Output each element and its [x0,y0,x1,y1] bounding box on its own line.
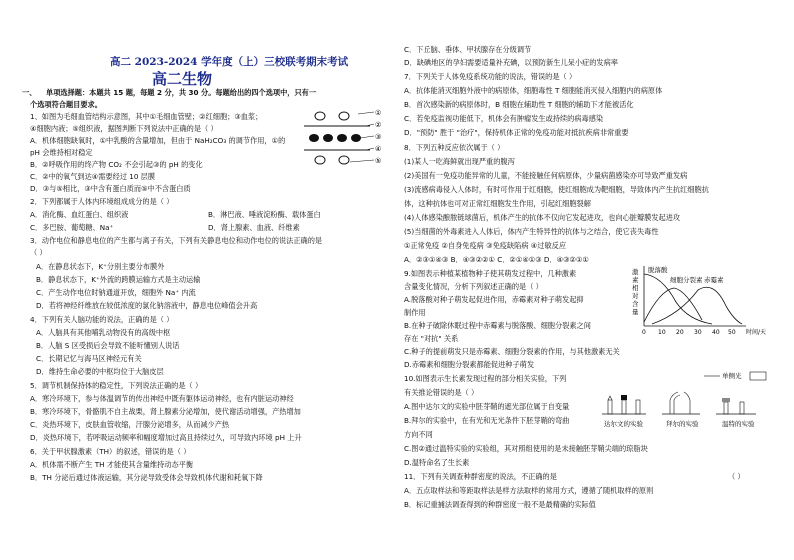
q1-option-a-2: pH 会维持相对稳定 [30,148,93,157]
q3-option-a: A．在静息状态下，K⁺分别主要分布膜外 [36,262,165,271]
q4-option-d: D．维持生命必要的中枢均位于大脑皮层 [36,367,164,376]
q7-option-b: B．首次感染新的病原体时，B 细胞在辅助性 T 细胞的辅助下才能被活化 [404,100,634,109]
q9-option-a-2: 制作用 [404,308,426,317]
q7-option-c: C．若免疫监视功能低下，机体会有肿瘤发生或持续的病毒感染 [404,114,604,123]
q8-case-3: (3)流感病毒侵入人体时，有时可作用于红细胞，使红细胞成为靶细胞，导致体内产生抗红细胞抗 [404,185,709,194]
exam-title: 高二 2023-2024 学年度（上）三校联考期末考试 [110,56,349,68]
q3-stem-2: （ ） [30,248,47,257]
q5-option-c: C．炎热环境下，皮肤血管收缩，汗腺分泌增多，从而减少产热 [30,420,230,429]
q3-option-c: C．产生动作电位时钠通道开放，细胞外 Na⁺ 内流 [36,288,196,297]
q4-option-a: A．人脑具有其他哺乳动物没有的高级中枢 [36,328,171,337]
q11-option-a: A．五点取样法和等距取样法是样方法取样的常用方式，遵循了随机取样的原则 [404,486,654,495]
q3-stem: 3．动作电位和静息电位的产生都与离子有关，下列有关静息电位和动作电位的说法正确的是 [30,236,323,245]
x-tick: 30 [694,329,702,336]
q1-option-a: A．机体细胞缺氧时，①中乳酸的含量增加，但由于 NaH₂CO₃ 的调节作用，①的 [30,136,286,145]
x-tick: 50 [728,329,736,336]
curve-label-cytokinin: 细胞分裂素 [670,276,703,284]
caption-went: 温特的实验 [722,420,755,428]
y-label-char: 相 [632,284,639,292]
q5-option-a: A．寒冷环境下，参与体温调节的传出神经中既有躯体运动神经，也有内脏运动神经 [30,394,294,403]
x-tick: 40 [712,329,720,336]
section-title-2: 个选项符合题目要求。 [30,100,102,109]
q5-option-d: D．炎热环境下，若呼吸运动频率和幅度增加过高且持续过久，可导致内环境 pH 上升 [30,433,302,442]
q3-option-d: D．若将神经纤维放在较低浓度的氯化钠溶液中，静息电位峰值会升高 [36,301,258,310]
q8-case-5: (5)当细菌的外毒素进入人体后，体内产生特异性的抗体与之结合，使它丧失毒性 [404,227,659,236]
section-label: 一、 [22,88,37,97]
q1-stem-2: ④细胞内液；⑤组织液，据图判断下列说法中正确的是（ ） [30,124,218,133]
x-tick: 0 [642,329,646,336]
y-label-char: 对 [632,292,639,300]
cytokinin-curve [644,288,702,322]
y-label-char: 素 [632,276,639,284]
q5-option-b: B．寒冷环境下，骨骼肌不自主战栗，肾上腺素分泌增加，使代谢活动增强，产热增加 [30,407,301,416]
q8-case-2: (2)美国有一免疫功能异常的儿童，不能接触任何病原体，少量病菌感染亦可导致严重发病 [404,171,688,180]
gibberellin-curve [652,287,742,324]
q6-option-a: A．机体需不断产生 TH 才能使其含量维持动态平衡 [30,460,194,469]
q10-option-b: B.拜尔的实验中，在有光和无光条件下胚芽鞘的弯曲 [404,416,570,425]
q9-option-c: C.种子的提前萌发只是赤霉素、细胞分裂素的作用，与其他激素无关 [404,347,620,356]
y-label-char: 量 [632,308,639,316]
q2-option-a: A．消化酶、血红蛋白、组织液 [30,210,129,219]
q1-option-c: C．②中的氧气到达④需要经过 10 层膜 [30,172,156,181]
q8-case-4: (4)人体感染酿脓链球菌后，机体产生的抗体不仅向它发起进攻，也向心脏瓣膜发起进攻 [404,213,681,222]
q1-stem: 1、如图为毛细血管结构示意图，其中①毛细血管壁；②红细胞；③血浆； [30,112,263,121]
q7-stem: 7．下列关于人体免疫系统功能的说法，错误的是（ ） [404,72,577,81]
x-tick: 20 [676,329,684,336]
x-axis-label: 时间/天 [746,329,767,336]
q9-option-d: D.赤霉素和细胞分裂素都能促进种子萌发 [404,360,535,369]
q9-option-b: B.在种子破除休眠过程中赤霉素与脱落酸、细胞分裂素之间 [404,321,591,330]
q8-options: A．②③①④③ B．④③②②① C．②①④①③ D．④③②①① [404,255,589,264]
q8-stem: 8．下列五种反应依次属于（ ） [404,143,505,152]
fig1-label: ⑤ [375,157,382,165]
caption-boysen: 拜尔的实验 [666,420,699,428]
q9-stem-2: 含量变化情况，分析下列叙述正确的是（ ） [404,282,543,291]
fig1-label: ① [375,109,382,117]
caption-darwin: 达尔文的实验 [604,420,643,428]
q3-option-b: B．静息状态下，K⁺外流的跨膜运输方式是主动运输 [36,275,201,284]
q1-option-b: B．②呼吸作用的终产物 CO₂ 不会引起③的 pH 的变化 [30,160,203,169]
q9-stem: 9.如图表示种植某植物种子使其萌发过程中，几种激素 [404,269,577,278]
fig1-label: ④ [375,145,382,153]
subject-title: 高二生物 [152,70,213,88]
q11-paren: （ ） [728,472,745,481]
q4-stem: 4．下列有关人脑功能的说法，正确的是（ ） [30,315,174,324]
q10-stem: 10.如图表示生长素发现过程的部分相关实验，下列 [404,374,567,383]
q2-option-c: C．多巴胺、葡萄糖、Na⁺ [30,223,114,232]
q10-option-c: C.图②通过温特实验的实验组，其对照组使用的是未接触胚芽鞘尖端的琼脂块 [404,444,648,453]
q2-option-b: B．淋巴液、唾液淀粉酶、载体蛋白 [208,210,321,219]
curve-label-abscisic: 脱落酸 [648,266,668,274]
q10-option-b-2: 方向不同 [404,430,433,439]
q7-option-a: A．抗体能消灭细胞外液中的病原体，细胞毒性 T 细胞能消灭侵入细胞内的病原体 [404,86,663,95]
light-label: 单侧光 [722,372,742,380]
q5-stem: 5．调节机制保持体的稳定性，下列说法正确的是（ ） [30,381,203,390]
q8-key: ①正常免疫 ②自身免疫病 ③免疫缺陷病 ④过敏反应 [404,241,567,250]
q6-option-c: C．下丘脑、垂体、甲状腺存在分级调节 [404,45,532,54]
q10-option-d: D.温特命名了生长素 [404,458,470,467]
q11-option-b: B．标记重捕法调查得到的种群密度一般不是最精确的实际值 [404,500,596,509]
q10-option-a: A.图中达尔文的实验中胚芽鞘的遮光部位属于自变量 [404,402,570,411]
capillary-diagram [300,108,386,170]
q6-option-b: B．TH 分泌后通过体液运输，其分泌导致受体会导致机体代谢和耗氧下降 [30,473,263,482]
section-title: 单项选择题：本题共 15 题，每题 2 分，共 30 分。每题给出的四个选项中，只有一 [46,88,317,97]
curve-label-gibberellin: 赤霉素 [704,276,724,284]
q4-option-c: C．长期记忆与海马区神经元有关 [36,354,142,363]
auxin-experiments [600,370,772,442]
fig1-label: ③ [375,133,382,141]
hormone-chart [622,262,782,342]
q1-option-d: D．③与⑤相比，③中含有蛋白质而⑤中不含蛋白质 [30,184,191,193]
fig1-label: ② [375,121,382,129]
q2-option-d: D．肾上腺素、血液、纤维素 [208,223,300,232]
q8-case-1: (1)某人一吃海鲜就出现严重的腹泻 [404,157,515,166]
q9-option-a: A.脱落酸对种子萌发起促进作用，赤霉素对种子萌发起抑 [404,295,584,304]
q6-stem: 6．关于甲状腺激素（TH）的叙述，错误的是（ ） [30,447,191,456]
q6-option-d: D．缺碘地区的孕妇需要适量补充碘，以预防新生儿呆小症的发病率 [404,58,618,67]
q11-stem: 11．下列有关调查种群密度的说法，不正确的是 [404,472,557,481]
y-label-char: 含 [632,300,639,308]
q7-option-d: D．"预防" 胜于 "治疗"，保持机体正常的免疫功能对抵抗疾病非常重要 [404,128,629,137]
y-label-char: 激 [632,268,639,276]
q2-stem: 2．下列都属于人体内环境组成成分的是（ ） [30,197,174,206]
q9-option-b-2: 存在 "对抗" 关系 [404,334,459,343]
x-tick: 10 [658,329,666,336]
q4-option-b: B．人脑 S 区受损后会导致不能听懂别人说话 [36,341,180,350]
q10-stem-2: 有关推论错误的是（ ） [404,388,479,397]
q8-case-3b: 体，这种抗体也可对正常红细胞发生作用，引起红细胞裂解 [404,199,591,208]
